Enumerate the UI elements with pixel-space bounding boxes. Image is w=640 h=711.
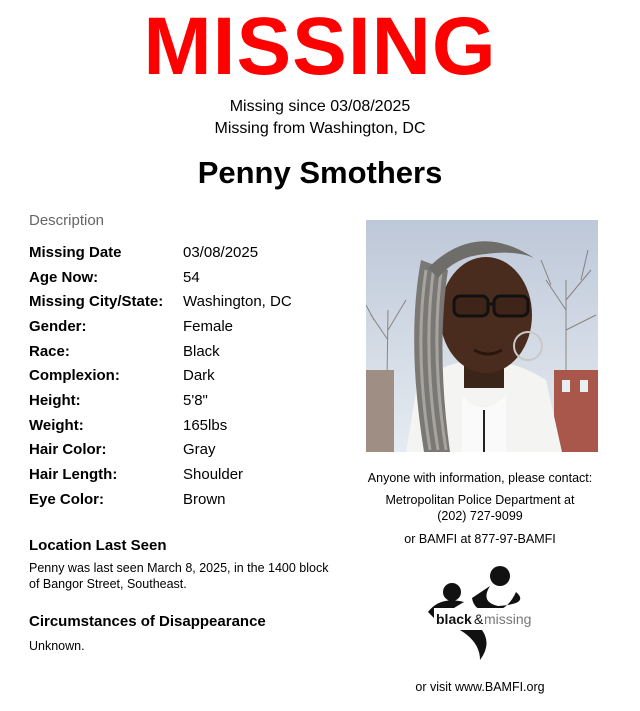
fact-value: 165lbs xyxy=(183,416,228,434)
fact-label: Hair Length: xyxy=(29,466,118,484)
fact-value: Dark xyxy=(183,367,215,385)
location-text: Penny was last seen March 8, 2025, in the 1400 block of Bangor Street, Southeast. xyxy=(29,561,329,591)
description-heading: Description xyxy=(29,212,105,229)
circumstances-heading: Circumstances of Disappearance xyxy=(29,613,266,630)
fact-label: Weight: xyxy=(29,416,84,434)
fact-label: Height: xyxy=(29,391,81,409)
fact-label: Eye Color: xyxy=(29,490,105,508)
fact-row-missing-date xyxy=(29,240,292,265)
contact-bamfi: or BAMFI at 877-97-BAMFI xyxy=(404,532,556,546)
visit-website: or visit www.BAMFI.org xyxy=(415,680,545,694)
fact-value: 03/08/2025 xyxy=(183,243,259,261)
fact-row-hair-color xyxy=(29,438,292,463)
fact-label: Gender: xyxy=(29,317,87,335)
fact-value: 5'8" xyxy=(183,391,208,409)
fact-value: Brown xyxy=(183,490,226,508)
fact-row-gender xyxy=(29,314,292,339)
missing-from: Missing from Washington, DC xyxy=(214,120,426,137)
bamfi-logo-mark xyxy=(420,562,540,662)
logo-word-black: black xyxy=(436,611,472,627)
fact-row-height xyxy=(29,388,292,413)
fact-label: Age Now: xyxy=(29,268,99,286)
fact-value: Gray xyxy=(183,441,216,459)
fact-row-eye-color xyxy=(29,487,292,512)
fact-label: Complexion: xyxy=(29,367,120,385)
fact-label: Race: xyxy=(29,342,70,360)
fact-value: 54 xyxy=(183,268,200,286)
headline: MISSING xyxy=(143,1,497,92)
fact-value: Female xyxy=(183,317,234,335)
fact-value: Washington, DC xyxy=(183,293,292,311)
fact-label: Hair Color: xyxy=(29,441,107,459)
fact-row-age xyxy=(29,265,292,290)
person-name: Penny Smothers xyxy=(197,155,443,190)
fact-row-weight xyxy=(29,413,292,438)
fact-label: Missing Date xyxy=(29,243,122,261)
contact-phone: (202) 727-9099 xyxy=(437,509,523,523)
logo-ampersand: & xyxy=(474,611,484,627)
missing-since: Missing since 03/08/2025 xyxy=(229,98,411,115)
bamfi-logo xyxy=(420,562,540,662)
contact-agency: Metropolitan Police Department at xyxy=(385,493,575,507)
fact-value: Black xyxy=(183,342,220,360)
circumstances-text: Unknown. xyxy=(29,639,85,653)
fact-label: Missing City/State: xyxy=(29,293,164,311)
person-photo xyxy=(366,220,598,452)
logo-word-missing: missing xyxy=(484,611,532,627)
fact-row-hair-length xyxy=(29,462,292,487)
fact-row-race xyxy=(29,339,292,364)
fact-value: Shoulder xyxy=(183,466,244,484)
location-heading: Location Last Seen xyxy=(29,537,167,554)
photo-illustration xyxy=(366,220,598,452)
contact-intro: Anyone with information, please contact: xyxy=(367,471,593,485)
fact-row-city-state xyxy=(29,289,292,314)
facts-table xyxy=(29,240,292,512)
fact-row-complexion xyxy=(29,363,292,388)
